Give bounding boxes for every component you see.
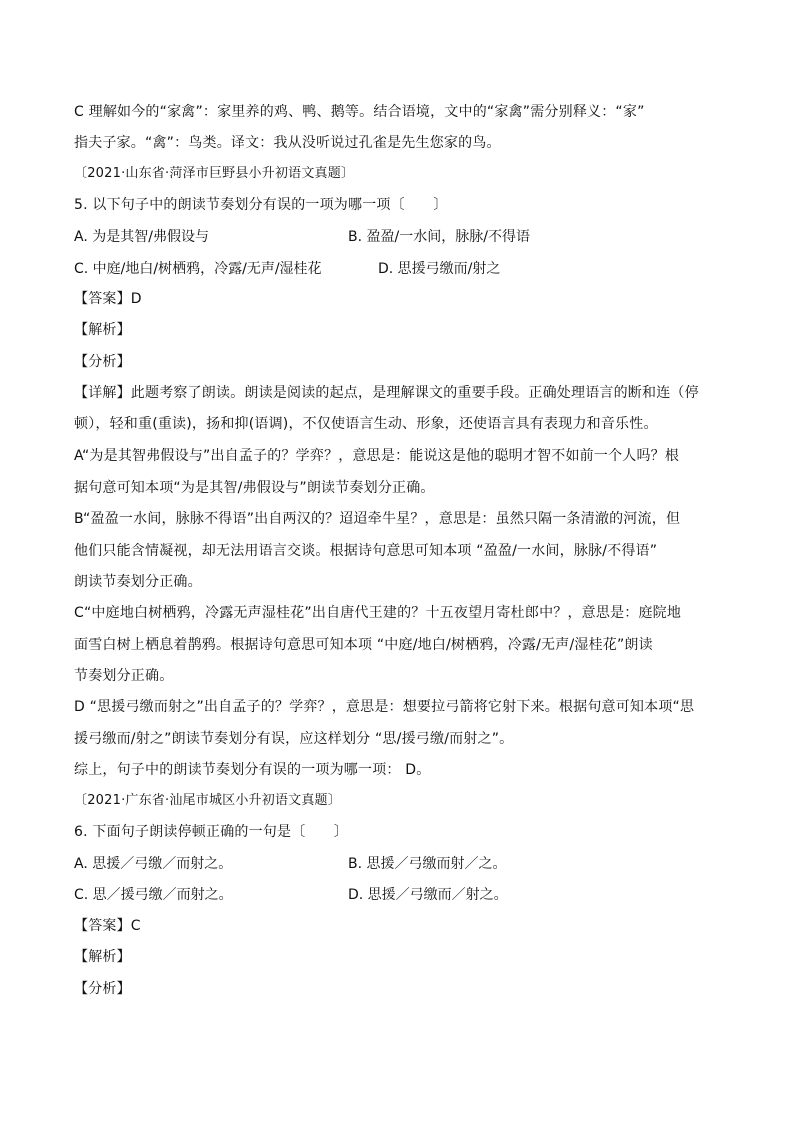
explanation-c-line-2: 指夫子家。“禽”：鸟类。译文：我从没听说过孔雀是先生您家的鸟。 [74, 135, 501, 151]
q5-detail-b-line-2: 他们只能含情凝视，却无法用语言交谈。根据诗句意思可知本项 “盈盈/一水间，脉脉/不得语” [74, 543, 658, 559]
q5-analysis-heading: 【解析】 [74, 322, 131, 338]
question-5-stem: 5. 以下句子中的朗读节奏划分有误的一项为哪一项〔 〕 [74, 197, 448, 213]
q5-fenxi-heading: 【分析】 [74, 354, 131, 370]
q5-detail-b-line-3: 朗读节奏划分正确。 [74, 574, 202, 590]
q6-answer: 【答案】C [74, 918, 141, 934]
q6-analysis-heading: 【解析】 [74, 949, 131, 965]
q6-fenxi-heading: 【分析】 [74, 981, 131, 997]
q5-detail-a-line-2: 据句意可知本项“为是其智/弗假设与”朗读节奏划分正确。 [74, 480, 435, 496]
q5-option-c: C. 中庭/地白/树栖鸦，冷露/无声/湿桂花 [74, 261, 322, 277]
question-6-stem: 6. 下面句子朗读停顿正确的一句是〔 〕 [74, 824, 349, 840]
q5-detail-c-line-2: 面雪白树上栖息着鹊鸦。根据诗句意思可知本项 “中庭/地白/树栖鸦，冷露/无声/湿桂花”朗读 [74, 637, 653, 653]
q6-option-b: B. 思援／弓缴而射／之。 [348, 856, 507, 872]
q5-answer: 【答案】D [74, 291, 142, 307]
q5-detail-c-line-1: C“中庭地白树栖鸦，冷露无声湿桂花”出自唐代王建的？十五夜望月寄杜郎中？，意思是：庭院地 [74, 605, 682, 621]
q5-option-b: B. 盈盈/一水间，脉脉/不得语 [348, 229, 530, 245]
q5-option-d: D. 思援弓缴而/射之 [378, 261, 501, 277]
q5-summary: 综上，句子中的朗读节奏划分有误的一项为哪一项： D。 [74, 762, 431, 778]
q5-detail-d-line-1: D “思援弓缴而射之”出自孟子的？学弈？，意思是：想要拉弓箭将它射下来。根据句意可知本项“思 [74, 699, 695, 715]
explanation-c-line-1: C 理解如今的“家禽”：家里养的鸡、鸭、鹅等。结合语境，文中的“家禽”需分别释义：“家” [74, 104, 645, 120]
q5-detail-line-1: 【详解】此题考察了朗读。朗读是阅读的起点，是理解课文的重要手段。正确处理语言的断和连（停 [74, 385, 699, 401]
source-citation-q5: 〔2021·山东省·菏泽市巨野县小升初语文真题〕 [74, 166, 355, 181]
q6-option-d: D. 思援／弓缴而／射之。 [348, 887, 508, 903]
q5-detail-d-line-2: 援弓缴而/射之”朗读节奏划分有误，应这样划分 “思/援弓缴/而射之”。 [74, 731, 514, 747]
q5-detail-line-2: 顿），轻和重(重读)，扬和抑(语调)，不仅使语言生动、形象，还使语言具有表现力和音乐性。 [74, 416, 658, 432]
q5-detail-a-line-1: A“为是其智弗假设与”出自孟子的？学弈？，意思是：能说这是他的聪明才智不如前一个人吗？根 [74, 448, 680, 464]
q6-option-a: A. 思援／弓缴／而射之。 [74, 856, 233, 872]
q6-option-c: C. 思／援弓缴／而射之。 [74, 887, 233, 903]
q5-detail-b-line-1: B“盈盈一水间，脉脉不得语”出自两汉的？迢迢牵牛星？，意思是：虽然只隔一条清澈的河流，但 [74, 511, 681, 527]
source-citation-q6: 〔2021·广东省·汕尾市城区小升初语文真题〕 [74, 793, 341, 808]
q5-detail-c-line-3: 节奏划分正确。 [74, 668, 174, 684]
q5-option-a: A. 为是其智/弗假设与 [74, 229, 209, 245]
